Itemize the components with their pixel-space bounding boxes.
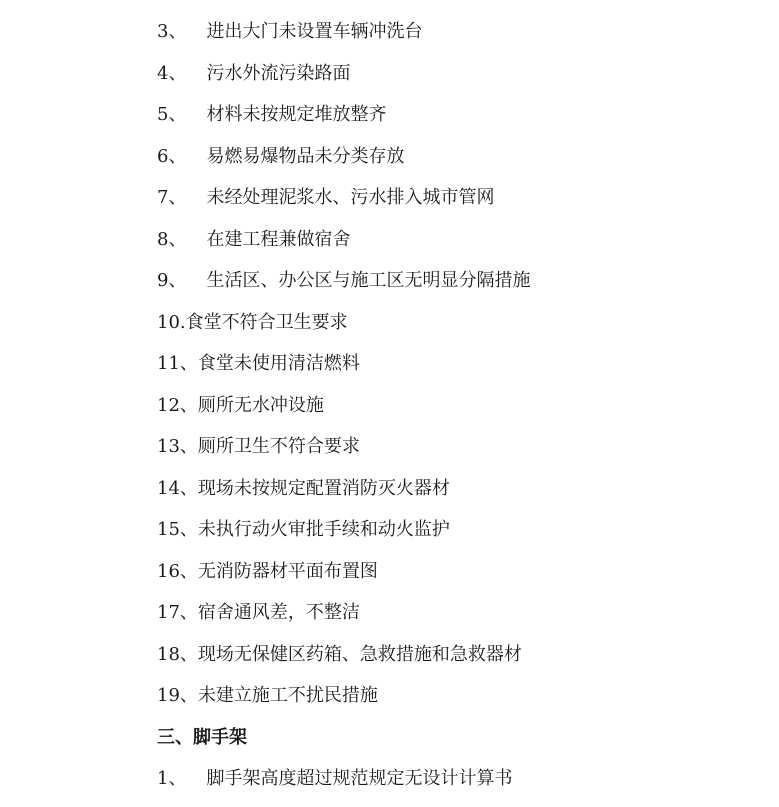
item-separator: 、 [168,21,187,42]
item-text: 脚手架高度超过规范规定无设计计算书 [206,768,513,789]
item-number: 11 [157,353,180,374]
item-number: 13 [157,436,180,457]
list-item [157,308,348,338]
item-text: 在建工程兼做宿舍 [206,229,351,250]
item-number: 12 [157,395,180,416]
item-separator: 、 [179,685,198,706]
item-separator: 、 [168,104,187,125]
list-item [157,598,360,628]
item-number: 5 [157,104,169,125]
item-separator: 、 [179,644,198,665]
item-number: 9 [157,270,169,291]
item-number: 14 [157,478,180,499]
item-number: 4 [157,63,169,84]
item-number: 19 [157,685,180,706]
list-item [157,681,378,711]
item-number: 8 [157,229,169,250]
item-separator: 、 [168,63,187,84]
item-separator: 、 [179,436,198,457]
item-text: 厕所卫生不符合要求 [197,436,360,457]
item-text: 生活区、办公区与施工区无明显分隔措施 [206,270,531,291]
item-number: 7 [157,187,169,208]
list-item [157,640,522,670]
list-item [157,59,350,89]
item-number: 15 [157,519,180,540]
item-separator: 、 [179,395,198,416]
item-text: 易燃易爆物品未分类存放 [206,146,405,167]
item-text: 无消防器材平面布置图 [197,561,378,582]
item-text: 现场无保健区药箱、急救措施和急救器材 [197,644,522,665]
item-separator: 、 [168,229,187,250]
list-item [157,432,360,462]
item-text: 现场未按规定配置消防灭火器材 [197,478,450,499]
item-number: 10 [157,312,180,333]
item-text: 进出大门未设置车辆冲洗台 [206,21,423,42]
list-item [157,557,378,587]
list-item [157,349,360,379]
item-separator: 、 [179,478,198,499]
item-separator: 、 [168,187,187,208]
item-separator: 、 [179,602,198,623]
item-number: 6 [157,146,169,167]
item-text: 宿舍通风差，不整洁 [197,602,360,623]
item-text: 厕所无水冲设施 [197,395,324,416]
list-item [157,142,404,172]
item-text: 污水外流污染路面 [206,63,351,84]
list-item [157,391,324,421]
item-text: 未经处理泥浆水、污水排入城市管网 [206,187,495,208]
list-item [157,266,530,296]
item-separator: 、 [168,146,187,167]
item-separator: . [179,312,186,333]
item-text: 材料未按规定堆放整齐 [206,104,387,125]
item-separator: 、 [179,353,198,374]
item-separator: 、 [168,270,187,291]
list-item [157,225,350,255]
item-text: 未建立施工不扰民措施 [197,685,378,706]
section-heading: 三、脚手架 [157,727,247,748]
item-number: 18 [157,644,180,665]
item-separator: 、 [179,561,198,582]
item-separator: 、 [168,768,187,789]
list-item [157,17,422,47]
item-separator: 、 [179,519,198,540]
item-number: 17 [157,602,180,623]
list-item [157,474,450,504]
item-text: 食堂不符合卫生要求 [185,312,348,333]
item-number: 3 [157,21,169,42]
item-number: 1 [157,768,169,789]
item-text: 未执行动火审批手续和动火监护 [197,519,450,540]
list-item [157,183,494,213]
list-item [157,515,450,545]
item-text: 食堂未使用清洁燃料 [197,353,360,374]
list-item [157,764,512,794]
list-item [157,100,386,130]
item-number: 16 [157,561,180,582]
